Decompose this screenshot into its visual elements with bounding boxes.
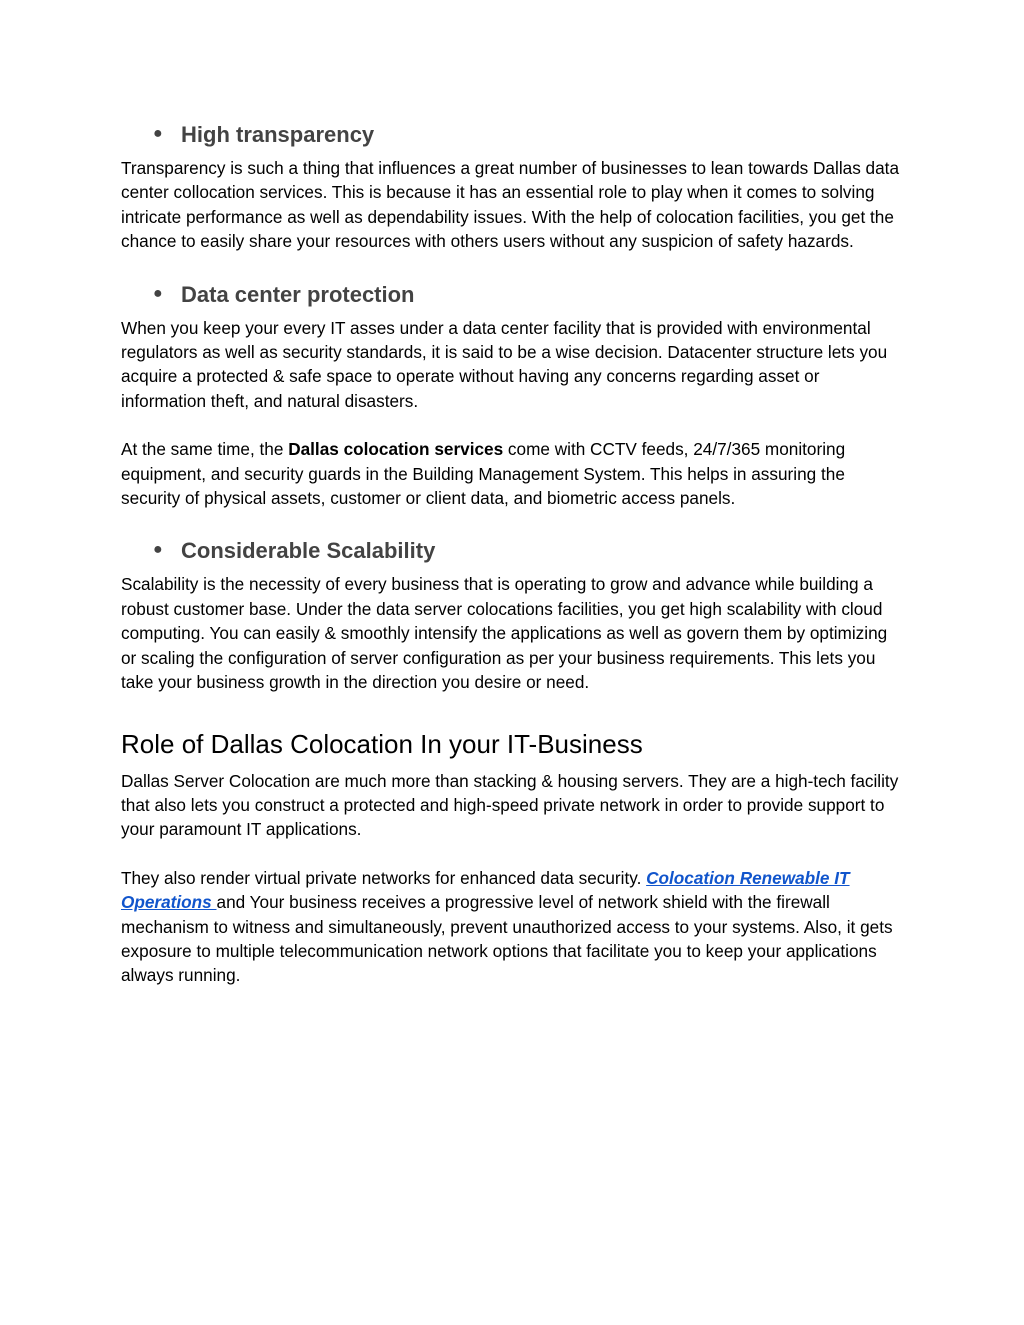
paragraph-high-transparency: Transparency is such a thing that influences a great number of businesses to lean towards Dallas data center collocation services. This is because it has an essential role to play when it comes to solving intricate performance as well as dependability issues. With the help of colocation facilities, you get the chance to easily share your resources with others users without any suspicion of safety hazards. (121, 158, 900, 252)
paragraph-role-2 (121, 866, 905, 988)
section-title-role: Role of Dallas Colocation In your IT-Business (121, 728, 643, 759)
bullet-heading-data-center-protection (153, 280, 905, 310)
bold-phrase: Dallas colocation services (288, 439, 504, 460)
paragraph-dallas-colocation-services (121, 437, 905, 510)
heading-text: High transparency (181, 122, 375, 147)
bullet-icon: ● (153, 541, 163, 559)
bullet-heading-considerable-scalability (153, 536, 905, 566)
bullet-icon: ● (153, 125, 163, 142)
heading-text: Considerable Scalability (181, 538, 436, 564)
heading-text: Data center protection (181, 281, 415, 307)
colocation-renewable-link[interactable]: Colocation Renewable IT Operations (121, 867, 850, 913)
bullet-heading-high-transparency (153, 120, 905, 150)
paragraph-data-center-protection: When you keep your every IT asses under a data center facility that is provided with environmental regulators as well as security standards, it is said to be a wise decision. Datacenter structure lets you acquire a protected & safe space to operate without having any concerns regarding asset or information theft, and natural disasters. (121, 317, 888, 411)
bullet-icon: ● (153, 284, 163, 302)
text-segment: come with CCTV feeds, 24/7/365 monitoring equipment, and security guards in the Building Management System. This helps in assuring the security of physical assets, customer or client data, and biometric access panels. (121, 439, 846, 509)
paragraph-role-1: Dallas Server Colocation are much more than stacking & housing servers. They are a high-tech facility that also lets you construct a protected and high-speed private network in order to provide support to your paramount IT applications. (121, 770, 899, 840)
document-page (121, 120, 905, 988)
text-segment: At the same time, the (121, 439, 289, 460)
text-segment: They also render virtual private networks for enhanced data security. (121, 867, 647, 888)
paragraph-considerable-scalability: Scalability is the necessity of every business that is operating to grow and advance while building a robust customer base. Under the data server colocations facilities, you get high scalability with cloud computing. You can easily & smoothly intensify the applications as well as govern them by optimizing or scaling the configuration of server configuration as per your business requirements. This lets you take your business growth in the direction you desire or need. (121, 574, 888, 693)
text-segment: and Your business receives a progressive level of network shield with the firewall mechanism to witness and simultaneously, prevent unauthorized access to your systems. Also, it gets exposure to multiple telecommunication network options that facilitate you to keep your applications always running. (121, 892, 893, 986)
